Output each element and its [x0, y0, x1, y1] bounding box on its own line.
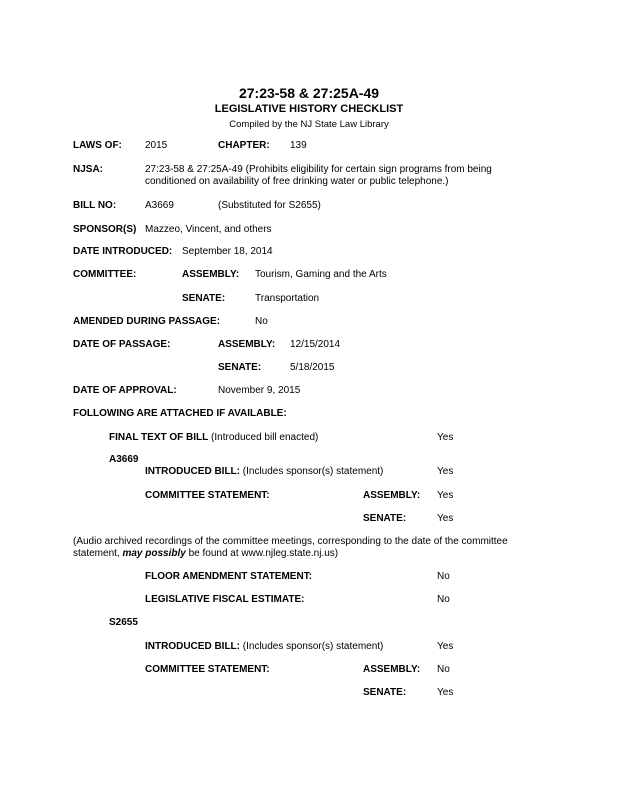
passage-label: DATE OF PASSAGE: — [73, 339, 171, 350]
amended-value: No — [255, 316, 268, 327]
laws-of-value: 2015 — [145, 140, 168, 151]
a3669-assembly-label: ASSEMBLY: — [363, 490, 421, 501]
s2655-senate-value: Yes — [437, 687, 454, 698]
chapter-label: CHAPTER: — [218, 140, 270, 151]
passage-senate-value: 5/18/2015 — [290, 362, 335, 373]
s2655-intro-label: INTRODUCED BILL: — [145, 641, 240, 652]
s2655-assembly-value: No — [437, 664, 450, 675]
laws-of-label: LAWS OF: — [73, 140, 122, 151]
a3669-senate-value: Yes — [437, 513, 454, 524]
s2655-intro-note: (Includes sponsor(s) statement) — [240, 641, 384, 652]
date-introduced-value: September 18, 2014 — [182, 246, 273, 257]
a3669-intro-note: (Includes sponsor(s) statement) — [240, 466, 384, 477]
amended-label: AMENDED DURING PASSAGE: — [73, 316, 221, 327]
bill-no-note: (Substituted for S2655) — [218, 200, 321, 211]
audio-note — [73, 536, 533, 560]
audio-note-emphasis: may possibly — [122, 548, 186, 559]
bill-no-label: BILL NO: — [73, 200, 117, 211]
s2655-intro-value: Yes — [437, 641, 454, 652]
bill-no-value: A3669 — [145, 200, 174, 211]
committee-assembly-value: Tourism, Gaming and the Arts — [255, 269, 387, 280]
a3669-senate-label: SENATE: — [363, 513, 407, 524]
approval-label: DATE OF APPROVAL: — [73, 385, 177, 396]
final-text-label: FINAL TEXT OF BILL — [109, 432, 209, 443]
a3669-heading: A3669 — [109, 454, 139, 465]
s2655-heading: S2655 — [109, 617, 138, 628]
njsa-value: 27:23-58 & 27:25A-49 (Prohibits eligibility for certain sign programs from being conditioned on availability of free drinking water or public telephone.) — [145, 164, 492, 187]
s2655-intro-row — [145, 641, 383, 653]
final-text-value: Yes — [437, 432, 454, 443]
passage-senate-label: SENATE: — [218, 362, 262, 373]
floor-amendment-label: FLOOR AMENDMENT STATEMENT: — [145, 571, 313, 582]
a3669-intro-value: Yes — [437, 466, 454, 477]
committee-senate-value: Transportation — [255, 293, 320, 304]
final-text-note: (Introduced bill enacted) — [208, 432, 319, 443]
fiscal-estimate-label: LEGISLATIVE FISCAL ESTIMATE: — [145, 594, 305, 605]
audio-note-part1: (Audio archived recordings of the committee meetings, corresponding to the date of the committee statement, — [73, 536, 508, 559]
committee-assembly-label: ASSEMBLY: — [182, 269, 240, 280]
committee-senate-label: SENATE: — [182, 293, 226, 304]
final-text-row — [109, 432, 318, 444]
fiscal-estimate-value: No — [437, 594, 450, 605]
sponsor-value: Mazzeo, Vincent, and others — [145, 224, 272, 235]
njsa-label: NJSA: — [73, 164, 104, 175]
a3669-intro-row — [145, 466, 383, 478]
audio-note-part2: be found at www.njleg.state.nj.us) — [185, 548, 339, 559]
approval-value: November 9, 2015 — [218, 385, 301, 396]
committee-label: COMMITTEE: — [73, 269, 137, 280]
a3669-assembly-value: Yes — [437, 490, 454, 501]
date-introduced-label: DATE INTRODUCED: — [73, 246, 173, 257]
sponsor-label: SPONSOR(S) — [73, 224, 137, 235]
s2655-committee-label: COMMITTEE STATEMENT: — [145, 664, 270, 675]
a3669-committee-label: COMMITTEE STATEMENT: — [145, 490, 270, 501]
s2655-senate-label: SENATE: — [363, 687, 407, 698]
attached-heading: FOLLOWING ARE ATTACHED IF AVAILABLE: — [73, 408, 287, 419]
s2655-assembly-label: ASSEMBLY: — [363, 664, 421, 675]
passage-assembly-value: 12/15/2014 — [290, 339, 341, 350]
a3669-intro-label: INTRODUCED BILL: — [145, 466, 240, 477]
document-title: 27:23-58 & 27:25A-49 — [238, 85, 380, 101]
document-subtitle: LEGISLATIVE HISTORY CHECKLIST — [214, 103, 404, 115]
passage-assembly-label: ASSEMBLY: — [218, 339, 276, 350]
compiled-by: Compiled by the NJ State Law Library — [229, 119, 389, 130]
floor-amendment-value: No — [437, 571, 450, 582]
chapter-value: 139 — [290, 140, 307, 151]
